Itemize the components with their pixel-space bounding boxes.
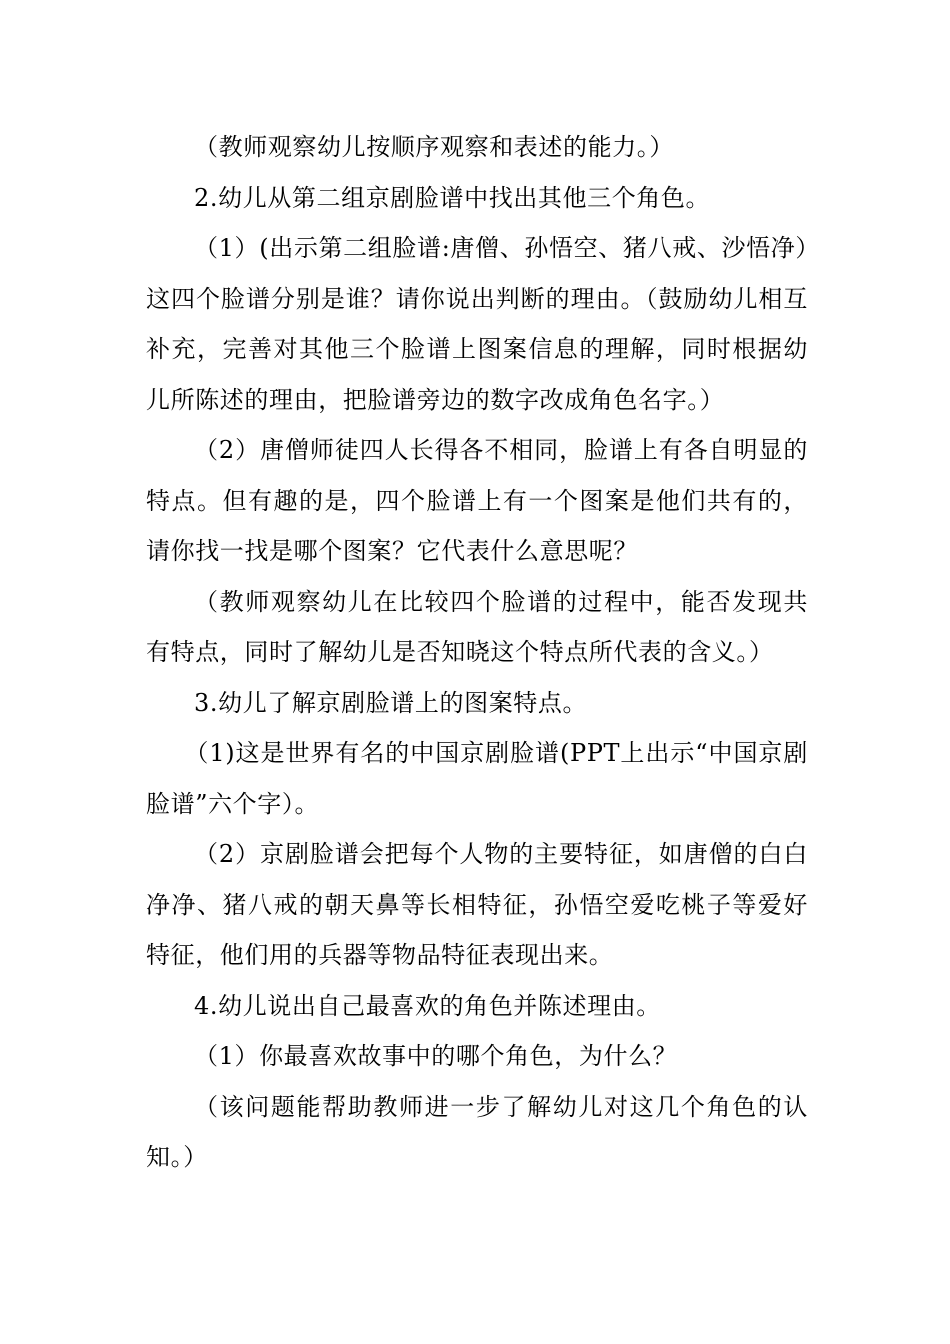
paragraph-teacher-note: （该问题能帮助教师进一步了解幼儿对这几个角色的认知。）	[146, 1092, 808, 1171]
paragraph-step-3-2: （2）京剧脸谱会把每个人物的主要特征，如唐僧的白白净净、猪八戒的朝天鼻等长相特征，孙悟空爱吃桃子等爱好特征，他们用的兵器等物品特征表现出来。	[146, 840, 808, 969]
paragraph-step-4: 4.幼儿说出自己最喜欢的角色并陈述理由。	[194, 991, 661, 1020]
paragraph-step-2: 2.幼儿从第二组京剧脸谱中找出其他三个角色。	[194, 183, 711, 212]
paragraph-step-2-1: （1）(出示第二组脸谱:唐僧、孙悟空、猪八戒、沙悟净）这四个脸谱分别是谁？请你说出判断的理由。（鼓励幼儿相互补充，完善对其他三个脸谱上图案信息的理解，同时根据幼儿所陈述的理由，把脸谱旁边的数字改成角色名字。）	[146, 234, 808, 414]
paragraph-step-2-2: （2）唐僧师徒四人长得各不相同，脸谱上有各自明显的特点。但有趣的是，四个脸谱上有一个图案是他们共有的，请你找一找是哪个图案？它代表什么意思呢？	[146, 436, 808, 565]
document-body	[146, 122, 808, 1183]
paragraph-step-3-1: （1)这是世界有名的中国京剧脸谱(PPT上出示“中国京剧脸谱”六个字）。	[146, 739, 808, 818]
paragraph-step-4-1: （1）你最喜欢故事中的哪个角色，为什么？	[194, 1042, 678, 1070]
paragraph-teacher-observation-1: （教师观察幼儿按顺序观察和表述的能力。）	[194, 133, 674, 161]
paragraph-step-3: 3.幼儿了解京剧脸谱上的图案特点。	[194, 688, 588, 717]
paragraph-teacher-observation-2: （教师观察幼儿在比较四个脸谱的过程中，能否发现共有特点，同时了解幼儿是否知晓这个特点所代表的含义。）	[146, 587, 808, 666]
